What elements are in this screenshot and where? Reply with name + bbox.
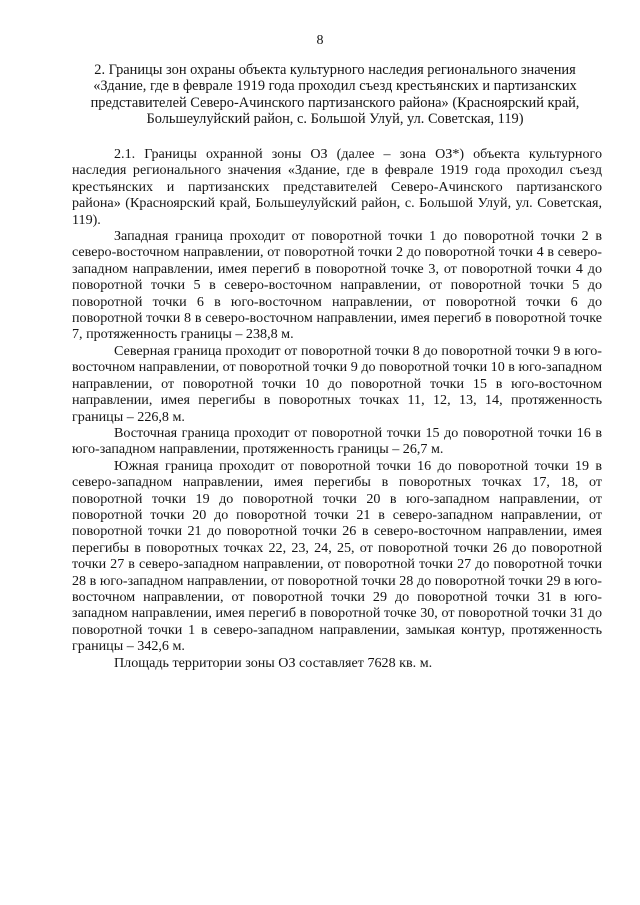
section-heading: 2. Границы зон охраны объекта культурного наследия регионального значения «Здание, где в феврале 1919 года проходил съезд крестьянских и партизанских представителей Северо-Ачинского партизанского района» (Красноярский край, Большеулуйский район, с. Большой Улуй, ул. Советская, 119) <box>90 62 580 128</box>
paragraph-northern-boundary: Северная граница проходит от поворотной точки 8 до поворотной точки 9 в юго-восточном направлении, от поворотной точки 9 до поворотной точки 10 в юго-западном направлении, от поворотной точки 10 до поворотной точки 15 в юго-восточном направлении, имея перегибы в поворотных точках 11, 12, 13, 14, протяженность границы – 226,8 м. <box>72 342 602 425</box>
paragraph-protection-zone-intro: 2.1. Границы охранной зоны ОЗ (далее – зона ОЗ*) объекта культурного наследия регионального значения «Здание, где в феврале 1919 года проходил съезд крестьянских и партизанских представителей Северо-Ачинского партизанского района» (Красноярский край, Большеулуйский район, с. Большой Улуй, ул. Советская, 119). <box>72 146 602 228</box>
paragraph-southern-boundary: Южная граница проходит от поворотной точки 16 до поворотной точки 19 в северо-западном направлении, имея перегибы в поворотных точках 17, 18, от поворотной точки 19 до поворотной точки 20 в юго-западном направлении, от поворотной точки 20 до поворотной точки 21 в северо-западном направлении, от поворотной точки 21 до поворотной точки 26 в северо-восточном направлении, имея перегибы в поворотных точках 22, 23, 24, 25, от поворотной точки 26 до поворотной точки 27 в северо-западном направлении, от поворотной точки 27 до поворотной точки 28 в юго-западном направлении, от поворотной точки 28 до поворотной точки 29 в юго-восточном направлении, от поворотной точки 29 до поворотной точки 31 в юго-западном направлении, имея перегиб в поворотной точке 30, от поворотной точки 31 до поворотной точки 1 в северо-западном направлении, замыкая контур, протяженность границы – 342,6 м. <box>72 457 602 655</box>
paragraph-zone-area: Площадь территории зоны ОЗ составляет 7628 кв. м. <box>114 654 433 671</box>
page-number: 8 <box>316 33 324 48</box>
paragraph-eastern-boundary: Восточная граница проходит от поворотной точки 15 до поворотной точки 16 в юго-западном направлении, протяженность границы – 26,7 м. <box>72 424 602 458</box>
document-body <box>72 146 602 671</box>
paragraph-western-boundary: Западная граница проходит от поворотной точки 1 до поворотной точки 2 в северо-восточном направлении, от поворотной точки 2 до поворотной точки 4 в северо-западном направлении, имея перегиб в поворотной точке 3, от поворотной точки 4 до поворотной точки 5 в северо-восточном направлении, от поворотной точки 5 до поворотной точки 6 в юго-восточном направлении, от поворотной точки 6 до поворотной точки 8 в северо-восточном направлении, имея перегиб в поворотной точке 7, протяженность границы – 238,8 м. <box>72 228 602 343</box>
